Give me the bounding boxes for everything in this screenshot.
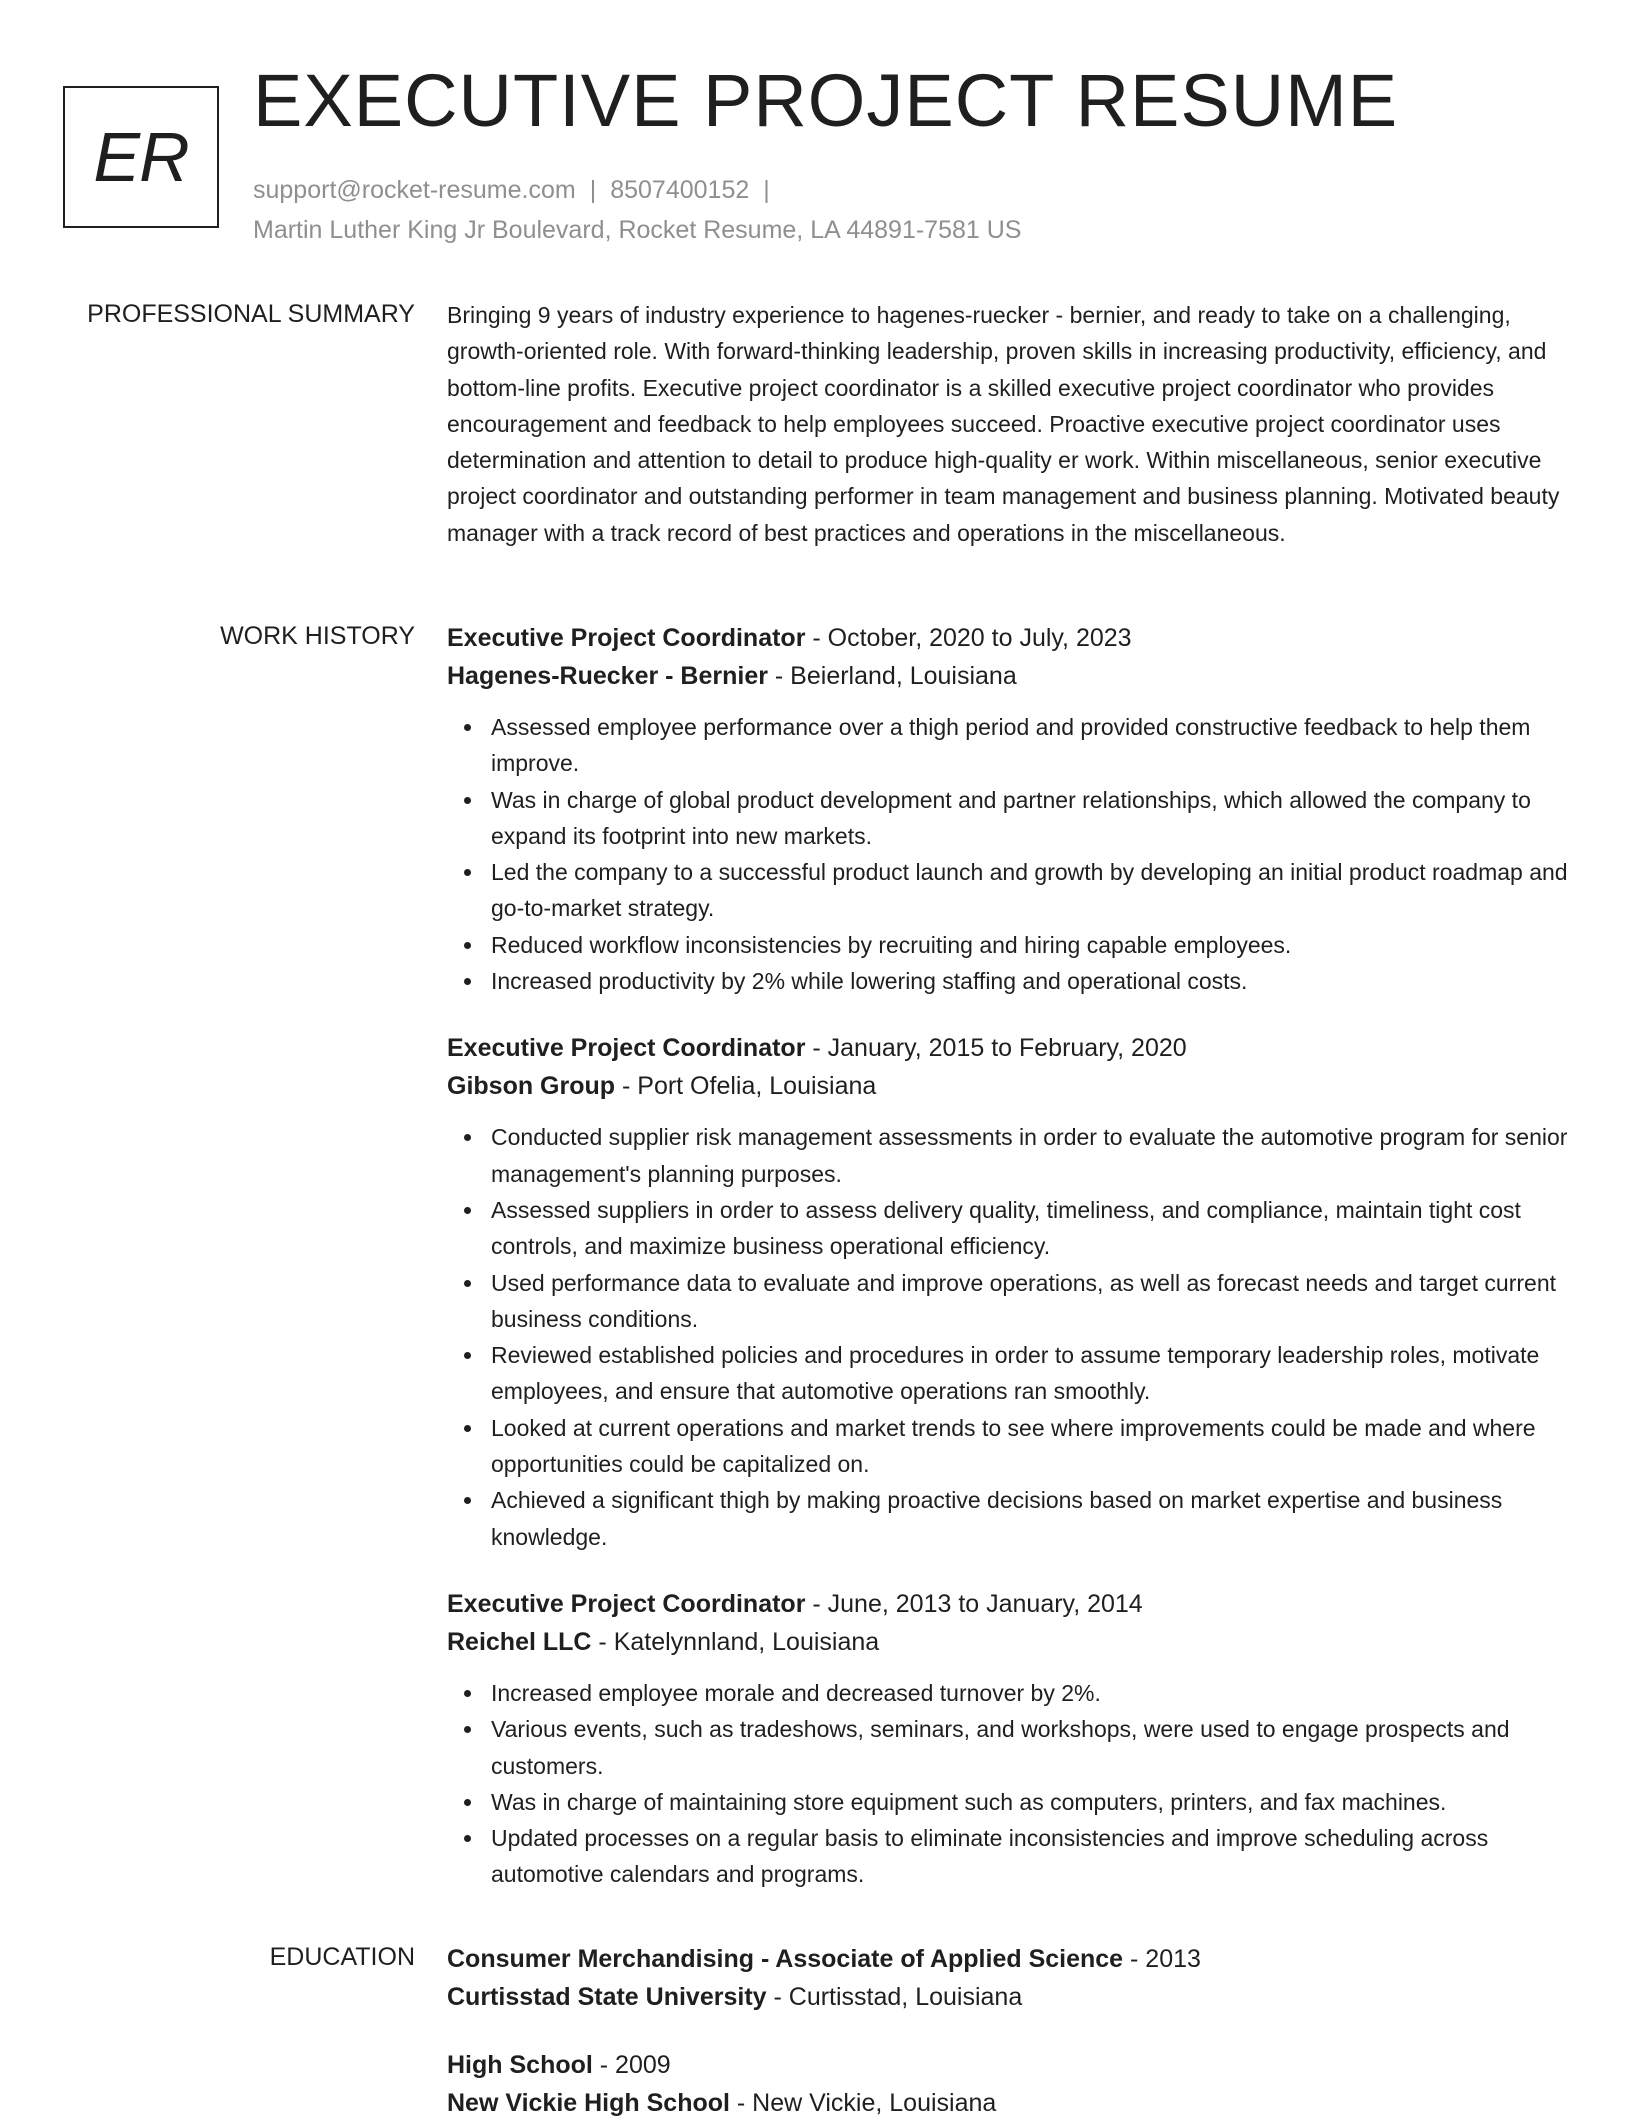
email-text: support@rocket-resume.com (253, 176, 576, 204)
job-company-line (447, 1623, 1572, 1661)
education-entry (447, 1940, 1572, 2016)
degree-year: - 2009 (592, 2051, 671, 2079)
bullet-item: Various events, such as tradeshows, seminars, and workshops, were used to engage prospects and customers. (491, 1711, 1572, 1784)
separator: | (589, 176, 597, 204)
job-company: Hagenes-Ruecker - Bernier (447, 662, 768, 690)
job-title-line (447, 1029, 1572, 1067)
monogram-text: ER (93, 118, 189, 196)
job-entry (447, 1585, 1572, 1893)
bullet-item: Reviewed established policies and procedures in order to assume temporary leadership roles, motivate employees, and ensure that automotive operations ran smoothly. (491, 1337, 1572, 1410)
degree-line (447, 2046, 1572, 2084)
summary-body (447, 297, 1572, 551)
job-bullets (447, 709, 1572, 999)
job-title-line (447, 619, 1572, 657)
degree-name: High School (447, 2051, 593, 2079)
job-title-line (447, 1585, 1572, 1623)
job-dates: - June, 2013 to January, 2014 (805, 1589, 1143, 1618)
bullet-item: Looked at current operations and market trends to see where improvements could be made and where opportunities could be capitalized on. (491, 1410, 1572, 1483)
bullet-item: Achieved a significant thigh by making proactive decisions based on market expertise and business knowledge. (491, 1482, 1572, 1555)
degree-name: Consumer Merchandising - Associate of Applied Science (447, 1945, 1124, 1973)
job-location: - Katelynnland, Louisiana (591, 1627, 880, 1656)
bullet-item: Was in charge of maintaining store equipment such as computers, printers, and fax machines. (491, 1784, 1572, 1820)
education-body (447, 1940, 1572, 2122)
section-label-work-history: WORK HISTORY (220, 622, 415, 650)
work-history-body (447, 619, 1572, 1893)
job-entry (447, 1029, 1572, 1555)
job-dates: - October, 2020 to July, 2023 (805, 624, 1132, 652)
bullet-item: Assessed employee performance over a thigh period and provided constructive feedback to help them improve. (491, 709, 1572, 782)
bullet-item: Used performance data to evaluate and improve operations, as well as forecast needs and target current business conditions. (491, 1265, 1572, 1338)
bullet-item: Increased productivity by 2% while lowering staffing and operational costs. (491, 963, 1572, 999)
address-line: Martin Luther King Jr Boulevard, Rocket Resume, LA 44891-7581 US (253, 216, 1022, 244)
job-company-line (447, 1067, 1572, 1105)
bullet-item: Updated processes on a regular basis to eliminate inconsistencies and improve scheduling across automotive calendars and programs. (491, 1820, 1572, 1893)
summary-text: Bringing 9 years of industry experience to hagenes-ruecker - bernier, and ready to take on a challenging, growth-oriented role. With forward-thinking leadership, proven skills in increasing productivity, efficiency, and bottom-line profits. Executive project coordinator is a skilled executive project coordinator who provides encouragement and feedback to help employees succeed. Proactive executive project coordinator uses determination and attention to detail to produce high-quality er work. Within miscellaneous, senior executive project coordinator and outstanding performer in team management and business planning. Motivated beauty manager with a track record of best practices and operations in the miscellaneous. (447, 302, 1560, 546)
job-bullets (447, 1119, 1572, 1555)
job-title: Executive Project Coordinator (447, 624, 806, 652)
bullet-item: Conducted supplier risk management assessments in order to evaluate the automotive program for senior management's planning purposes. (491, 1119, 1572, 1192)
phone-text: 8507400152 (610, 176, 750, 204)
education-entry (447, 2046, 1572, 2122)
job-dates: - January, 2015 to February, 2020 (805, 1034, 1187, 1063)
job-location: - Port Ofelia, Louisiana (615, 1072, 877, 1101)
job-company: Reichel LLC (447, 1627, 592, 1656)
school-name: Curtisstad State University (447, 1983, 767, 2011)
bullet-item: Reduced workflow inconsistencies by recruiting and hiring capable employees. (491, 927, 1572, 963)
job-title: Executive Project Coordinator (447, 1589, 806, 1618)
school-location: - Curtisstad, Louisiana (766, 1983, 1023, 2011)
bullet-item: Led the company to a successful product launch and growth by developing an initial product roadmap and go-to-market strategy. (491, 854, 1572, 927)
degree-year: - 2013 (1123, 1945, 1201, 1973)
school-name: New Vickie High School (447, 2089, 730, 2117)
bullet-item: Assessed suppliers in order to assess delivery quality, timeliness, and compliance, maintain tight cost controls, and maximize business operational efficiency. (491, 1192, 1572, 1265)
separator: | (763, 176, 770, 204)
job-company-line (447, 657, 1572, 695)
resume-title: EXECUTIVE PROJECT RESUME (253, 59, 1399, 142)
school-line (447, 1978, 1572, 2016)
section-label-summary: PROFESSIONAL SUMMARY (87, 300, 415, 328)
degree-line (447, 1940, 1572, 1978)
monogram-logo (63, 86, 219, 228)
school-location: - New Vickie, Louisiana (729, 2089, 997, 2117)
job-location: - Beierland, Louisiana (767, 662, 1017, 690)
school-line (447, 2084, 1572, 2122)
job-company: Gibson Group (447, 1072, 616, 1101)
bullet-item: Was in charge of global product development and partner relationships, which allowed the company to expand its footprint into new markets. (491, 782, 1572, 855)
job-bullets (447, 1675, 1572, 1893)
section-label-education: EDUCATION (269, 1943, 415, 1971)
bullet-item: Increased employee morale and decreased turnover by 2%. (491, 1675, 1572, 1711)
job-entry (447, 619, 1572, 999)
contact-line (253, 174, 784, 206)
job-title: Executive Project Coordinator (447, 1034, 806, 1063)
